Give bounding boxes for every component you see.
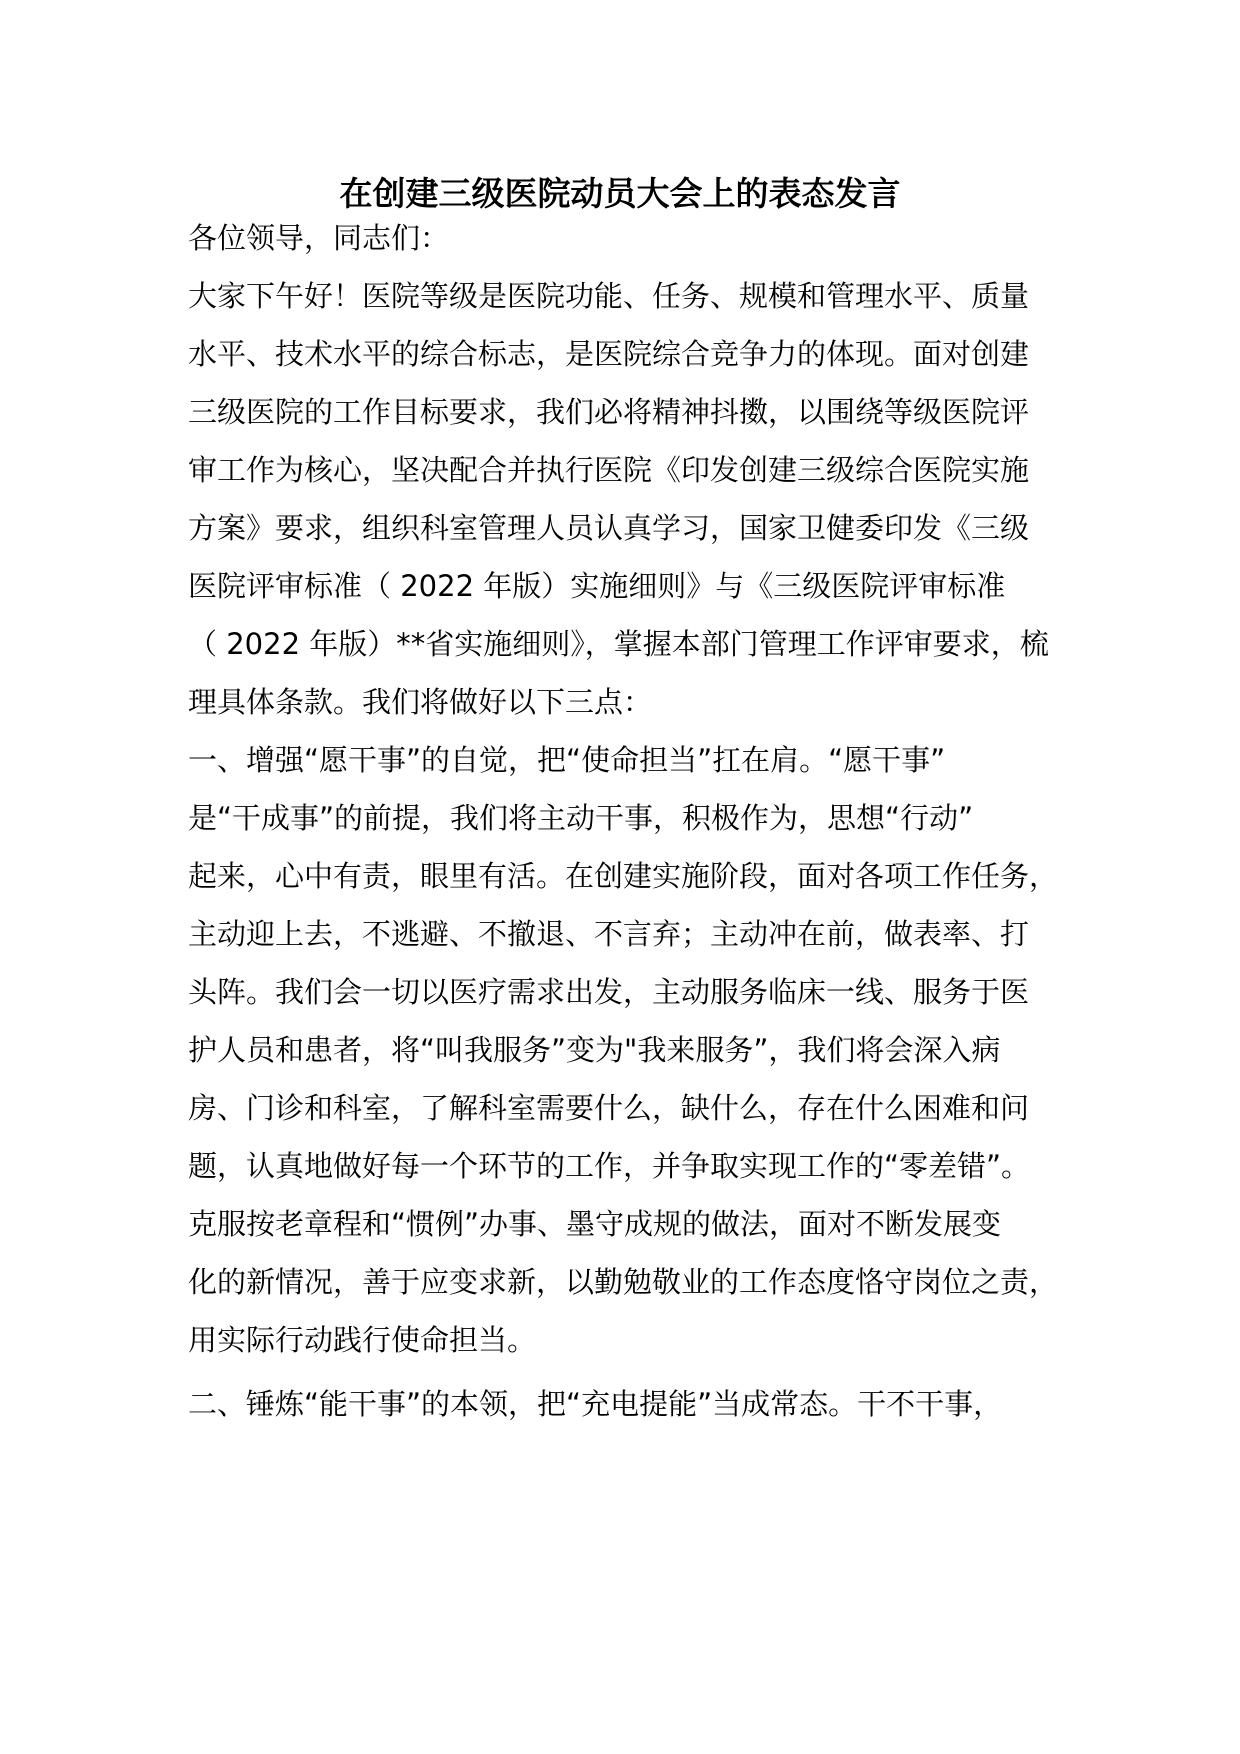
paragraph-line: 题，认真地做好每一个环节的工作，并争取实现工作的“零差错”。 [188, 1149, 1031, 1183]
paragraph-line: 是“干成事”的前提，我们将主动干事，积极作为，思想“行动” [188, 801, 974, 835]
paragraph-line: 方案》要求，组织科室管理人员认真学习，国家卫健委印发《三级 [188, 511, 1030, 545]
paragraph-line: 主动迎上去，不逃避、不撤退、不言弃；主动冲在前，做表率、打 [188, 917, 1030, 951]
paragraph-line: 理具体条款。我们将做好以下三点： [188, 685, 653, 719]
paragraph-line: 克服按老章程和“惯例”办事、墨守成规的做法，面对不断发展变 [188, 1207, 1002, 1241]
paragraph-line: 护人员和患者，将“叫我服务”变为"我来服务”，我们将会深入病 [188, 1033, 1001, 1067]
paragraph-line: 水平、技术水平的综合标志，是医院综合竞争力的体现。面对创建 [188, 337, 1030, 371]
paragraph-line: 医院评审标准（ 2022 年版）实施细则》与《三级医院评审标准 [188, 569, 1006, 603]
paragraph-line: 头阵。我们会一切以医疗需求出发，主动服务临床一线、服务于医 [188, 975, 1030, 1009]
salutation: 各位领导，同志们： [188, 221, 450, 255]
paragraph-line: 房、门诊和科室，了解科室需要什么，缺什么，存在什么困难和问 [188, 1091, 1030, 1125]
document-title: 在创建三级医院动员大会上的表态发言 [339, 174, 901, 213]
section-heading-line: 二、锤炼“能干事”的本领，把“充电提能”当成常态。干不干事， [188, 1387, 1003, 1421]
paragraph-line: 三级医院的工作目标要求，我们必将精神抖擞，以围绕等级医院评 [188, 395, 1030, 429]
section-heading-line: 一、增强“愿干事”的自觉，把“使命担当”扛在肩。“愿干事” [188, 743, 946, 777]
paragraph-line: （ 2022 年版）**省实施细则》，掌握本部门管理工作评审要求，梳 [188, 627, 1049, 661]
paragraph-line: 审工作为核心，坚决配合并执行医院《印发创建三级综合医院实施 [188, 453, 1030, 487]
paragraph-line: 用实际行动践行使命担当。 [188, 1323, 537, 1357]
paragraph-line: 起来，心中有责，眼里有活。在创建实施阶段，面对各项工作任务， [188, 859, 1059, 893]
paragraph-line: 大家下午好！医院等级是医院功能、任务、规模和管理水平、质量 [188, 279, 1030, 313]
paragraph-line: 化的新情况，善于应变求新，以勤勉敬业的工作态度恪守岗位之责， [188, 1265, 1059, 1299]
